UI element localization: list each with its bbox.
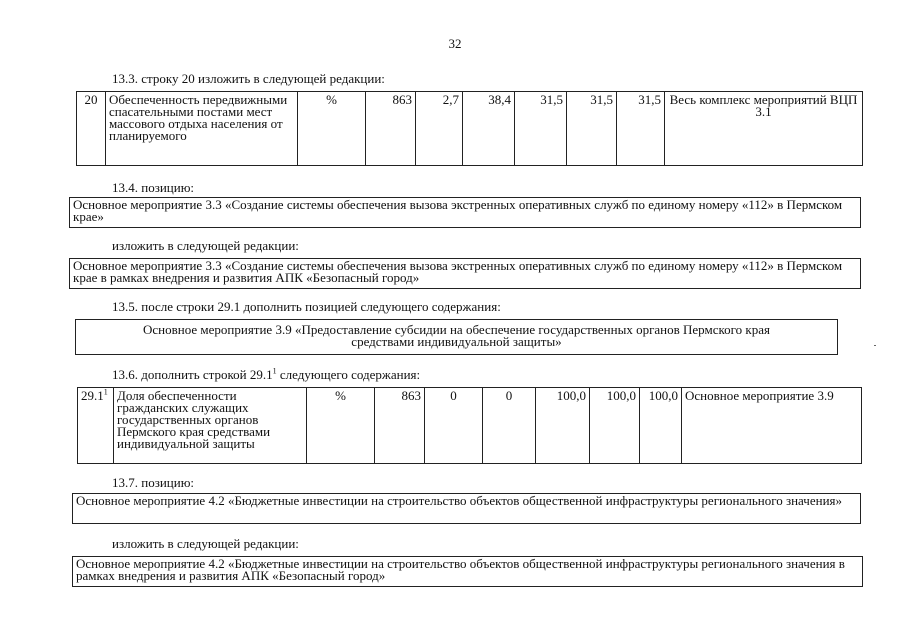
page-number: 32 xyxy=(448,36,462,51)
row-29-1-table xyxy=(77,387,862,464)
value-cell: 100,0 xyxy=(640,388,682,464)
value-cell: 31,5 xyxy=(515,92,567,166)
value-cell: 31,5 xyxy=(617,92,665,166)
value-cell: 100,0 xyxy=(590,388,640,464)
value-cell: 38,4 xyxy=(463,92,515,166)
item-13-6-heading-text-end: следующего содержания: xyxy=(276,367,421,382)
row-number-cell: 20 xyxy=(77,92,106,166)
value-cell: 100,0 xyxy=(536,388,590,464)
item-13-7-heading: 13.7. позицию: xyxy=(112,475,195,490)
value-cell: 2,7 xyxy=(416,92,463,166)
item-13-6-heading-text: 13.6. дополнить строкой 29.1 xyxy=(112,367,273,382)
item-13-4-heading: 13.4. позицию: xyxy=(112,180,195,195)
item-13-7-replace-label: изложить в следующей редакции: xyxy=(112,536,299,551)
row-number: 29.1 xyxy=(81,388,104,403)
indicator-name-cell: Доля обеспеченности гражданских служащих государственных органов Пермского края средствами индивидуальной защиты xyxy=(114,388,307,464)
value-cell: 31,5 xyxy=(567,92,617,166)
row-number-sup: 1 xyxy=(103,387,108,397)
item-13-6-heading-sup: 1 xyxy=(272,366,277,376)
value-cell: 0 xyxy=(483,388,536,464)
table-row xyxy=(77,92,863,166)
item-13-5-heading: 13.5. после строки 29.1 дополнить позицией следующего содержания: xyxy=(112,299,501,314)
item-13-6-heading xyxy=(112,367,420,382)
unit-cell: % xyxy=(307,388,375,464)
scan-speck xyxy=(874,345,876,346)
indicator-name-cell: Обеспеченность передвижными спасательными постами мест массового отдыха населения от планируемого xyxy=(106,92,298,166)
item-13-7-new-position: Основное мероприятие 4.2 «Бюджетные инвестиции на строительство объектов общественной инфраструктуры регионального значения в рамках внедрения и развития АПК «Безопасный город» xyxy=(72,556,863,587)
code-cell: 863 xyxy=(366,92,416,166)
activity-cell: Основное мероприятие 3.9 xyxy=(682,388,862,464)
item-13-7-old-position: Основное мероприятие 4.2 «Бюджетные инвестиции на строительство объектов общественной инфраструктуры регионального значения» xyxy=(72,493,861,524)
code-cell: 863 xyxy=(375,388,425,464)
item-13-3-heading: 13.3. строку 20 изложить в следующей редакции: xyxy=(112,71,385,86)
item-13-4-new-position: Основное мероприятие 3.3 «Создание системы обеспечения вызова экстренных оперативных служб по единому номеру «112» в Пермском крае в рамках внедрения и развития АПК «Безопасный город» xyxy=(69,258,861,289)
item-13-5-new-position: Основное мероприятие 3.9 «Предоставление субсидии на обеспечение государственных органов Пермского края средствами индивидуальной защиты» xyxy=(75,319,838,355)
row-number-cell xyxy=(78,388,114,464)
unit-cell: % xyxy=(298,92,366,166)
activity-cell: Весь комплекс мероприятий ВЦП 3.1 xyxy=(665,92,863,166)
item-13-4-old-position: Основное мероприятие 3.3 «Создание системы обеспечения вызова экстренных оперативных служб по единому номеру «112» в Пермском крае» xyxy=(69,197,861,228)
row-20-table xyxy=(76,91,863,166)
item-13-4-replace-label: изложить в следующей редакции: xyxy=(112,238,299,253)
table-row xyxy=(78,388,862,464)
value-cell: 0 xyxy=(425,388,483,464)
